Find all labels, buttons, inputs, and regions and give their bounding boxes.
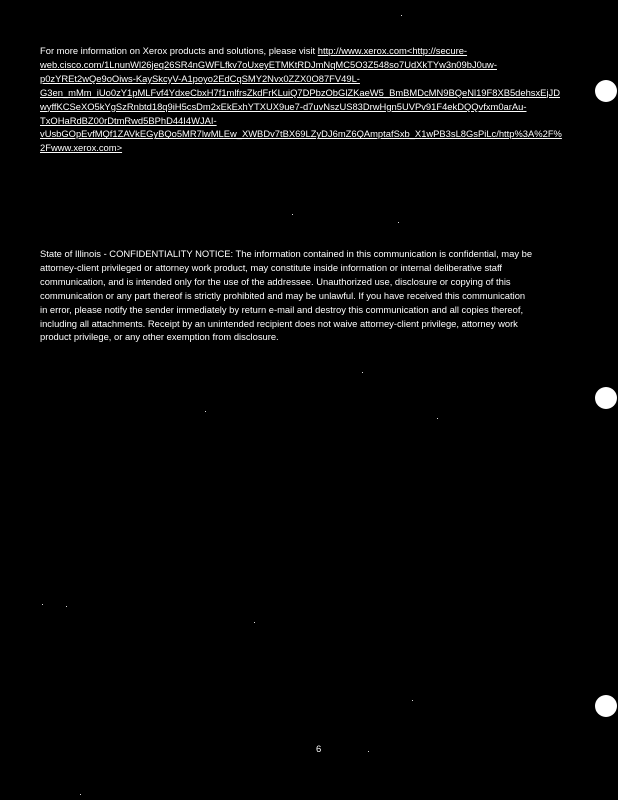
xerox-link-line[interactable]: http://www.xerox.com<http://secure- — [317, 45, 468, 56]
scan-speck — [412, 700, 413, 701]
notice-line: State of Illinois - CONFIDENTIALITY NOTICE: The information contained in this communication is confidential, may be — [40, 248, 533, 259]
xerox-link-line[interactable]: G3en_mMm_iUo0zY1pMLFvf4YdxeCbxH7f1mlfrsZkdFrKLuiQ7DPbzObGlZKaeW5_BmBMDcMN9BQeNl19F8XB5dehsxEjJD — [40, 86, 560, 98]
punch-hole — [595, 387, 617, 409]
scan-speck — [401, 15, 402, 16]
scan-speck — [80, 794, 81, 795]
scan-speck — [292, 214, 293, 215]
xerox-link-line[interactable]: p0zYREt2wQe9oOiws-KaySkcyV-A1poyo2EdCqSMY2Nvx0ZZX0O87FV49L- — [40, 72, 360, 84]
xerox-link-line[interactable]: 2Fwww.xerox.com> — [40, 142, 123, 154]
xerox-link-line[interactable]: wyffKCSeXO5kYgSzRnbtd18q9iH5csDm2xEkExhYTXUX9ue7-d7uvNszUS83DrwHgn5UVPv91F4ekDQQvfxm0arAu- — [40, 100, 527, 112]
xerox-link-line[interactable]: web.cisco.com/1LnunWl26jeq26SR4nGWFLfkv7oUxeyETMKtRDJmNqMC5O3Z548so7UdXkTYw3n09bJ0uw- — [40, 58, 497, 70]
info-intro-text: For more information on Xerox products and solutions, please visit — [40, 45, 318, 56]
notice-line: including all attachments. Receipt by an unintended recipient does not waive attorney-client privilege, attorney work — [40, 317, 518, 329]
scan-speck — [205, 411, 206, 412]
xerox-link-line[interactable]: vUsbGOpEvfMQf1ZAVkEGyBQo5MR7lwMLEw_XWBDv7tBX69LZyDJ6mZ6QAmptafSxb_X1wPB3sL8GsPiLc/http%3A%2F% — [40, 128, 562, 140]
scan-speck — [42, 604, 43, 605]
scan-speck — [66, 606, 67, 607]
notice-line: in error, please notify the sender immediately by return e-mail and destroy this communication and all copies thereof, — [40, 303, 524, 315]
punch-hole — [595, 80, 617, 102]
notice-line: attorney-client privileged or attorney work product, may constitute inside information or internal deliberative staff — [40, 261, 503, 273]
punch-hole — [595, 695, 617, 717]
notice-line: communication, and is intended only for the use of the addressee. Unauthorized use, disclosure or copying of this — [40, 275, 511, 287]
xerox-link-line[interactable]: TxOHaRdBZ00rDtmRwd5BPhD44I4WJAI- — [40, 114, 217, 126]
notice-line: product privilege, or any other exemption from disclosure. — [40, 331, 279, 343]
scan-speck — [254, 622, 255, 623]
page-number: 6 — [316, 744, 322, 755]
info-line-1 — [40, 44, 605, 58]
scan-speck — [362, 372, 363, 373]
scan-speck — [398, 222, 399, 223]
scan-speck — [368, 751, 369, 752]
scan-speck — [437, 418, 438, 419]
notice-line: communication or any part thereof is strictly prohibited and may be unlawful. If you have received this communication — [40, 289, 526, 301]
confidentiality-notice — [40, 247, 600, 344]
xerox-info-paragraph — [40, 44, 605, 155]
